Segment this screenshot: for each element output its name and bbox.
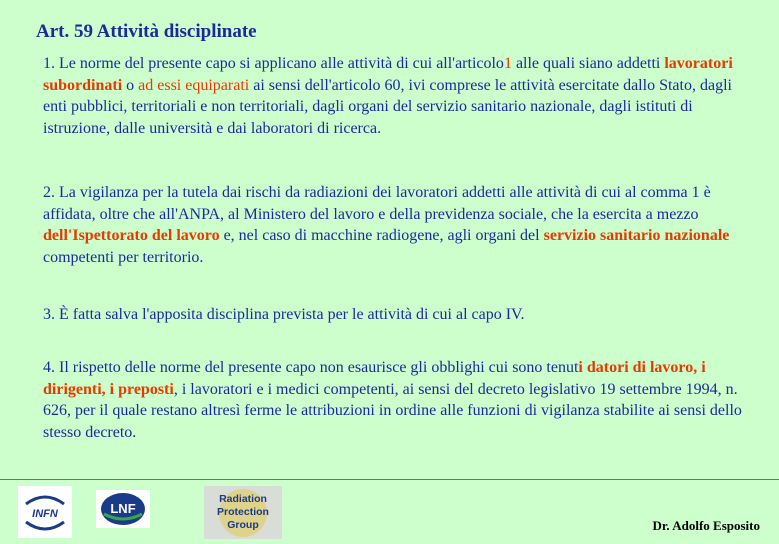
article-title: Art. 59 Attività disciplinate (36, 21, 257, 42)
author-credit: Dr. Adolfo Esposito (652, 518, 760, 533)
svg-text:Radiation: Radiation (219, 493, 267, 505)
paragraph-2: 2. La vigilanza per la tutela dai rischi da radiazioni dei lavoratori addetti alle attività di cui al comma 1 è affidata, oltre che all'ANPA, al Ministero del lavoro e della previdenza sociale, che la esercita a mezzo dell'Ispettorato del lavoro e, nel caso di macchine radiogene, agli organi del servizio sanitario nazionale competenti per territorio. (43, 184, 730, 266)
radiation-protection-group-logo (204, 486, 282, 539)
paragraph-4: 4. Il rispetto delle norme del presente capo non esaurisce gli obblighi cui sono tenuti datori di lavoro, i dirigenti, i preposti, i lavoratori e i medici competenti, ai sensi del decreto legislativo 19 settembre 1994, n. 626, per il quale restano altresì ferme le attribuzioni in ordine alle funzioni di vigilanza stabilite ai sensi dello stesso decreto. (43, 359, 742, 441)
lnf-logo (96, 490, 150, 528)
svg-text:Protection: Protection (217, 506, 269, 518)
svg-text:INFN: INFN (32, 508, 58, 520)
svg-text:LNF: LNF (110, 501, 136, 516)
paragraph-3: 3. È fatta salva l'apposita disciplina prevista per le attività di cui al capo IV. (43, 306, 525, 323)
svg-text:Group: Group (227, 519, 259, 531)
infn-logo (18, 486, 72, 538)
paragraph-1: 1. Le norme del presente capo si applicano alle attività di cui all'articolo1 alle quali siano addetti lavoratori subordinati o ad essi equiparati ai sensi dell'articolo 60, ivi comprese le attività esercitate dallo Stato, dagli enti pubblici, territoriali e non territoriali, dagli organi del servizio sanitario nazionale, dagli istituti di istruzione, dalle università e dai laboratori di ricerca. (43, 55, 733, 137)
footer-divider (0, 479, 779, 480)
